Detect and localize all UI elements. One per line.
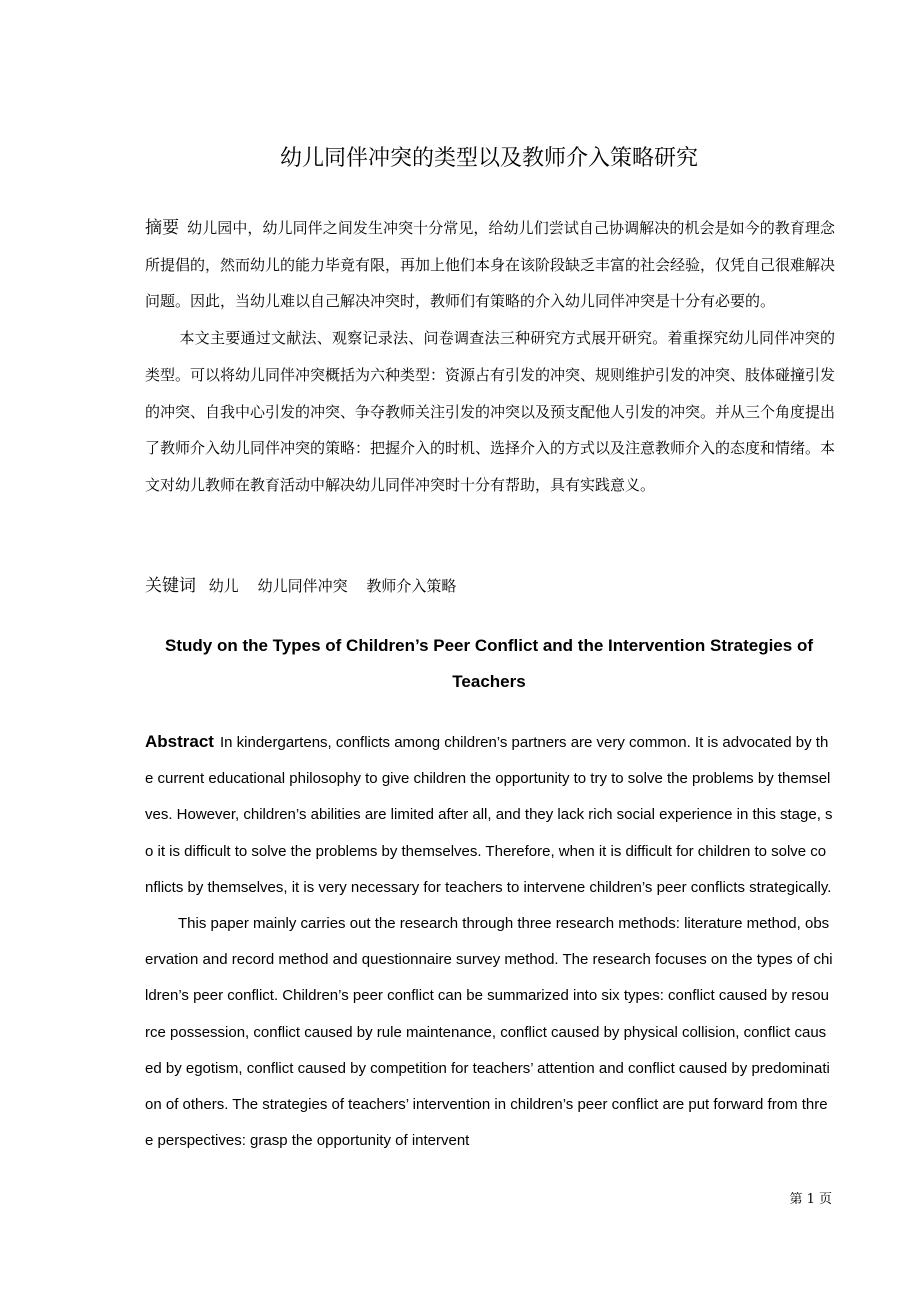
english-abstract-label: Abstract [145,732,214,751]
keyword: 幼儿 [208,577,239,595]
page-number: 第 1 页 [789,1192,832,1207]
english-abstract-paragraph-2: This paper mainly carries out the research through three research methods: literature method, observation and record method and questionnaire survey method. The research focuses on the types of children’s peer conflict. Children’s peer conflict can be summarized into six types: conflict caused by resource possession, conflict caused by rule maintenance, conflict caused by physical collision, conflict caused by egotism, conflict caused by competition for teachers’ attention and conflict caused by predomination of others. The strategies of teachers’ intervention in children’s peer conflict are put forward from three perspectives: grasp the opportunity of intervent [145,915,833,1150]
chinese-title: 幼儿同伴冲突的类型以及教师介入策略研究 [279,146,698,171]
english-abstract-text-1: In kindergartens, conflicts among children’s partners are very common. It is advocated by the current educational philosophy to give children the opportunity to try to solve the problems by themselves. However, children’s abilities are limited after all, and they lack rich social experience in this stage, so it is difficult to solve the problems by themselves. Therefore, when it is difficult for children to solve conflicts by themselves, it is very necessary for teachers to intervene children’s peer conflicts strategically. [145,734,833,896]
chinese-abstract-paragraph-2: 本文主要通过文献法、观察记录法、问卷调查法三种研究方式展开研究。着重探究幼儿同伴冲突的类型。可以将幼儿同伴冲突概括为六种类型：资源占有引发的冲突、规则维护引发的冲突、肢体碰撞引发的冲突、自我中心引发的冲突、争夺教师关注引发的冲突以及预支配他人引发的冲突。并从三个角度提出了教师介入幼儿同伴冲突的策略：把握介入的时机、选择介入的方式以及注意教师介入的态度和情绪。本文对幼儿教师在教育活动中解决幼儿同伴冲突时十分有帮助，具有实践意义。 [145,329,836,494]
chinese-keywords [145,568,835,604]
keyword: 幼儿同伴冲突 [257,577,348,595]
keyword: 教师介入策略 [366,577,457,595]
english-abstract [145,724,833,1159]
chinese-abstract-label: 摘要 [145,218,180,238]
english-abstract-paragraph-1 [145,724,833,906]
chinese-keywords-label: 关键词 [145,576,196,596]
chinese-abstract-text-1: 幼儿园中，幼儿同伴之间发生冲突十分常见，给幼儿们尝试自己协调解决的机会是如今的教育理念所提倡的，然而幼儿的能力毕竟有限，再加上他们本身在该阶段缺乏丰富的社会经验，仅凭自己很难解决问题。因此，当幼儿难以自己解决冲突时，教师们有策略的介入幼儿同伴冲突是十分有必要的。 [145,219,836,311]
english-title: Study on the Types of Children’s Peer Conflict and the Intervention Strategies of Teachers [165,636,813,691]
chinese-abstract [145,210,835,504]
chinese-abstract-paragraph-1 [145,210,835,320]
